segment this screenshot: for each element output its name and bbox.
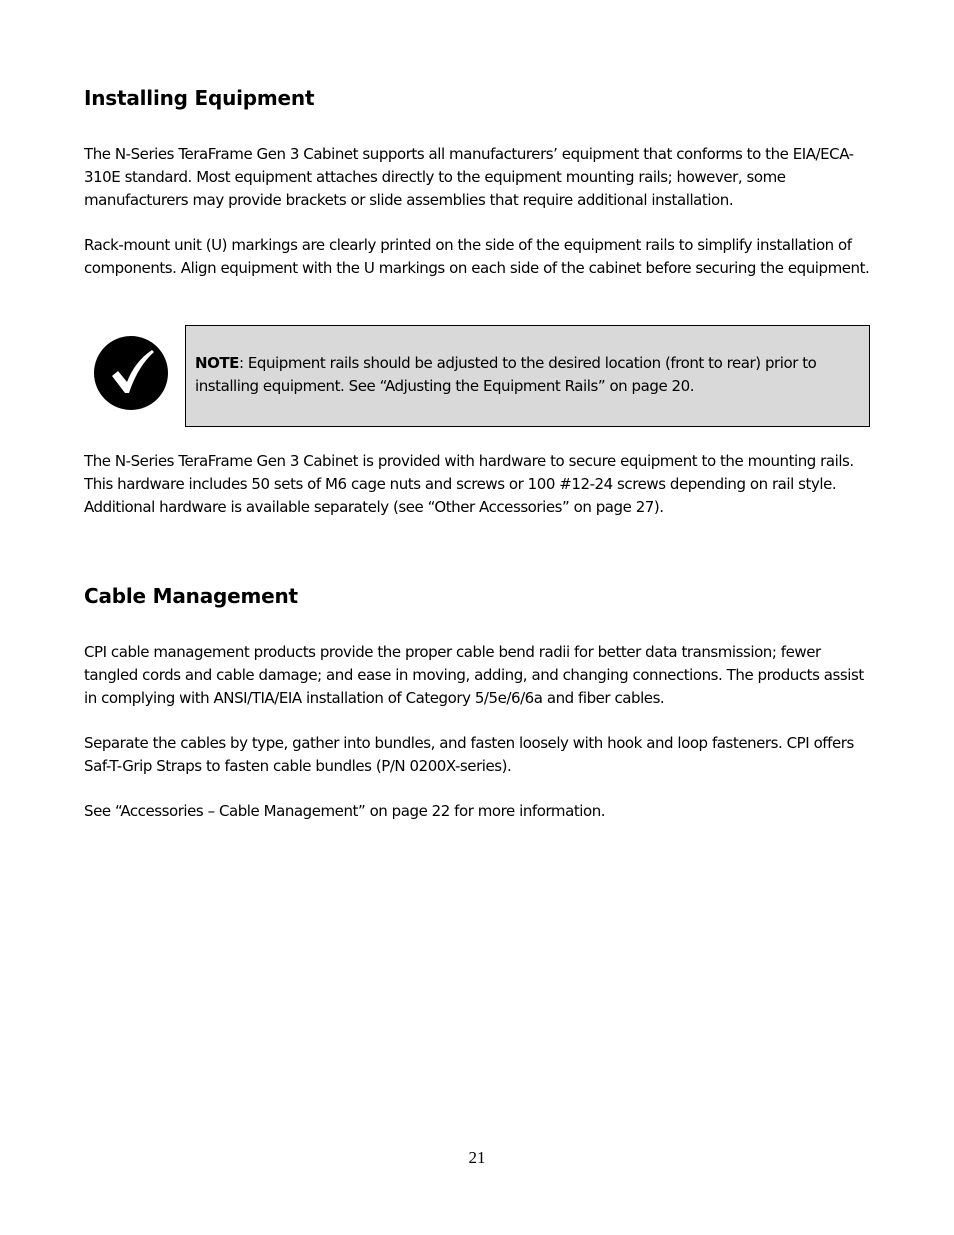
note-text bbox=[195, 352, 860, 398]
cable-paragraph-2: Separate the cables by type, gather into bundles, and fasten loosely with hook and loop fasteners. CPI offers Saf-T-Grip Straps to fasten cable bundles (P/N 0200X-series). bbox=[84, 734, 854, 775]
cable-paragraph-3: See “Accessories – Cable Management” on page 22 for more information. bbox=[84, 802, 606, 820]
installing-paragraph-1: The N-Series TeraFrame Gen 3 Cabinet supports all manufacturers’ equipment that conforms to the EIA/ECA-310E standard. Most equipment attaches directly to the equipment mounting rails; however, some manufacturers may provide brackets or slide assemblies that require additional installation. bbox=[84, 145, 854, 209]
installing-equipment-heading: Installing Equipment bbox=[84, 86, 315, 110]
checkmark-icon bbox=[94, 336, 168, 410]
installing-paragraph-2: Rack-mount unit (U) markings are clearly printed on the side of the equipment rails to simplify installation of components. Align equipment with the U markings on each side of the cabinet before securing the equipment. bbox=[84, 236, 870, 277]
installing-paragraph-3: The N-Series TeraFrame Gen 3 Cabinet is provided with hardware to secure equipment to the mounting rails. This hardware includes 50 sets of M6 cage nuts and screws or 100 #12-24 screws depending on rail style. Additional hardware is available separately (see “Other Accessories” on page 27). bbox=[84, 452, 854, 516]
note-body: : Equipment rails should be adjusted to the desired location (front to rear) prior to installing equipment. See “Adjusting the Equipment Rails” on page 20. bbox=[195, 354, 817, 395]
page-number: 21 bbox=[468, 1148, 486, 1167]
note-box bbox=[185, 325, 870, 427]
cable-management-heading: Cable Management bbox=[84, 584, 298, 608]
note-callout bbox=[84, 325, 874, 427]
cable-paragraph-1: CPI cable management products provide the proper cable bend radii for better data transmission; fewer tangled cords and cable damage; and ease in moving, adding, and changing connections. The products assist in complying with ANSI/TIA/EIA installation of Category 5/5e/6/6a and fiber cables. bbox=[84, 643, 864, 707]
note-label: NOTE bbox=[195, 354, 239, 372]
